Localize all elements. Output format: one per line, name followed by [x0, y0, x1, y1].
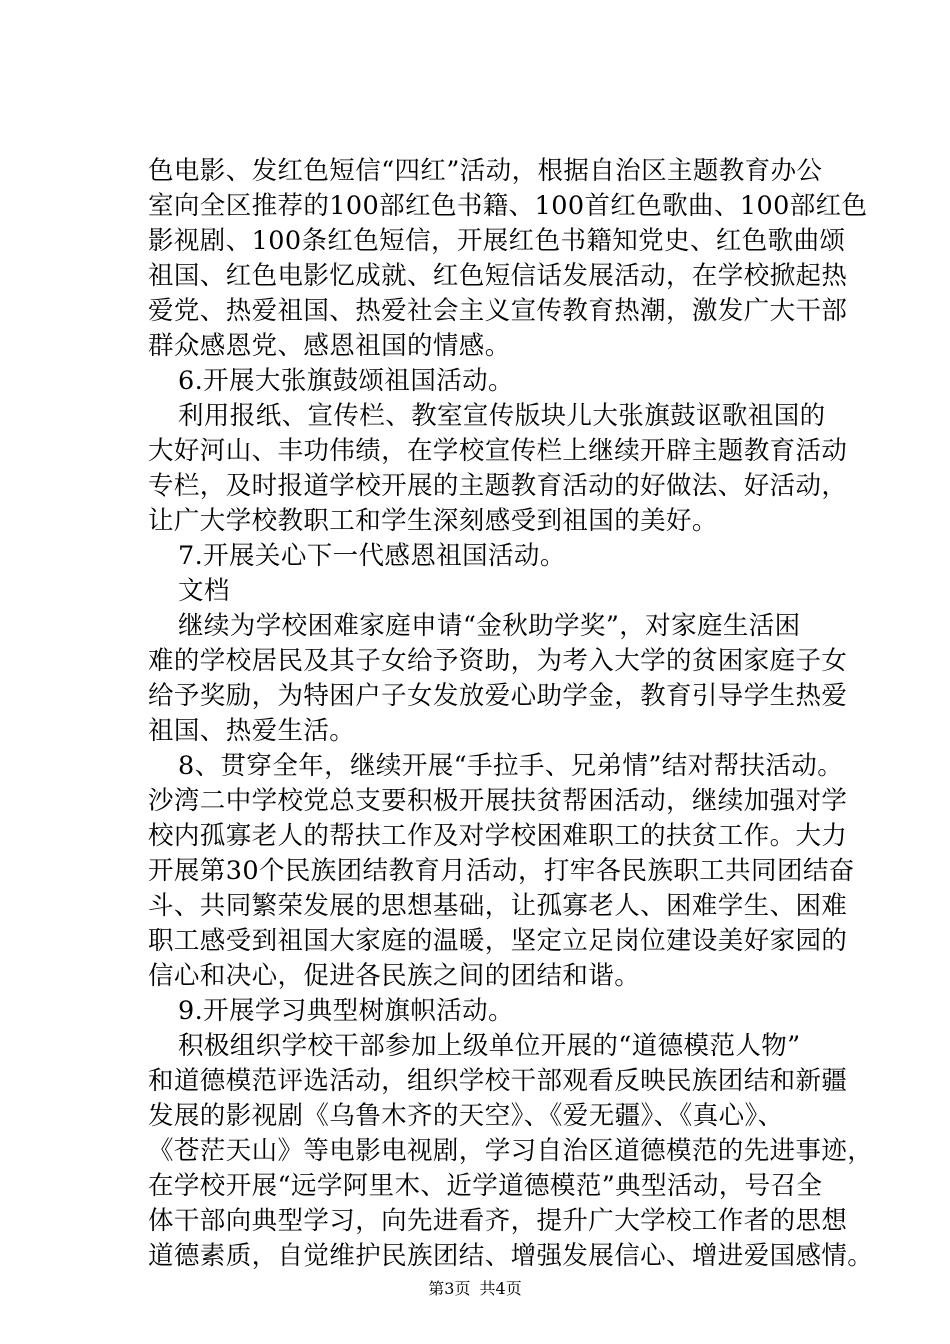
text-line: 影视剧、100条红色短信，开展红色书籍知党史、红色歌曲颂 [148, 226, 846, 256]
text-line: 大好河山、丰功伟绩，在学校宣传栏上继续开辟主题教育活动 [148, 436, 848, 466]
text-line: 职工感受到祖国大家庭的温暖，坚定立足岗位建设美好家园的 [148, 926, 848, 956]
text-line: 9.开展学习典型树旗帜活动。 [178, 996, 514, 1026]
text-line: 开展第30个民族团结教育月活动，打牢各民族职工共同团结奋 [148, 856, 855, 886]
text-line: 6.开展大张旗鼓颂祖国活动。 [178, 366, 514, 396]
text-line: 利用报纸、宣传栏、教室宣传版块儿大张旗鼓讴歌祖国的 [178, 401, 826, 431]
page-number: 第3页 [428, 1279, 471, 1298]
text-line: 8、贯穿全年，继续开展“手拉手、兄弟情”结对帮扶活动。 [178, 751, 844, 781]
text-line: 室向全区推荐的100部红色书籍、100首红色歌曲、100部红色 [148, 191, 868, 221]
text-line: 沙湾二中学校党总支要积极开展扶贫帮困活动，继续加强对学 [148, 786, 848, 816]
text-line: 信心和决心，促进各民族之间的团结和谐。 [148, 961, 641, 991]
text-line: 祖国、热爱生活。 [148, 716, 356, 746]
text-line: 爱党、热爱祖国、热爱社会主义宣传教育热潮，激发广大干部 [148, 296, 848, 326]
text-line: 让广大学校教职工和学生深刻感受到祖国的美好。 [148, 506, 718, 536]
text-line: 专栏，及时报道学校开展的主题教育活动的好做法、好活动， [148, 471, 848, 501]
text-line: 道德素质，自觉维护民族团结、增强发展信心、增进爱国感情。 [148, 1241, 874, 1271]
text-line: 文档 [178, 576, 230, 606]
text-line: 色电影、发红色短信“四红”活动，根据自治区主题教育办公 [148, 156, 823, 186]
text-line: 积极组织学校干部参加上级单位开展的“道德模范人物” [178, 1031, 801, 1061]
text-line: 体干部向典型学习，向先进看齐，提升广大学校工作者的思想 [148, 1206, 848, 1236]
text-line: 群众感恩党、感恩祖国的情感。 [148, 331, 511, 361]
page-footer [0, 1279, 950, 1299]
text-line: 难的学校居民及其子女给予资助，为考入大学的贫困家庭子女 [148, 646, 848, 676]
text-line: 发展的影视剧《乌鲁木齐的天空》、《爱无疆》、《真心》、 [148, 1101, 784, 1131]
text-line: 继续为学校困难家庭申请“金秋助学奖”，对家庭生活困 [178, 611, 801, 641]
text-line: 祖国、红色电影忆成就、红色短信话发展活动，在学校掀起热 [148, 261, 848, 291]
text-line: 斗、共同繁荣发展的思想基础，让孤寡老人、困难学生、困难 [148, 891, 848, 921]
page-total: 共4页 [479, 1279, 522, 1298]
text-line: 在学校开展“远学阿里木、近学道德模范”典型活动，号召全 [148, 1171, 823, 1201]
text-line: 7.开展关心下一代感恩祖国活动。 [178, 541, 566, 571]
text-line: 和道德模范评选活动，组织学校干部观看反映民族团结和新疆 [148, 1066, 848, 1096]
text-line: 校内孤寡老人的帮扶工作及对学校困难职工的扶贫工作。大力 [148, 821, 848, 851]
document-body [0, 154, 950, 1274]
text-line: 《苍茫天山》等电影电视剧，学习自治区道德模范的先进事迹， [148, 1136, 874, 1166]
text-line: 给予奖励，为特困户子女发放爱心助学金，教育引导学生热爱 [148, 681, 848, 711]
